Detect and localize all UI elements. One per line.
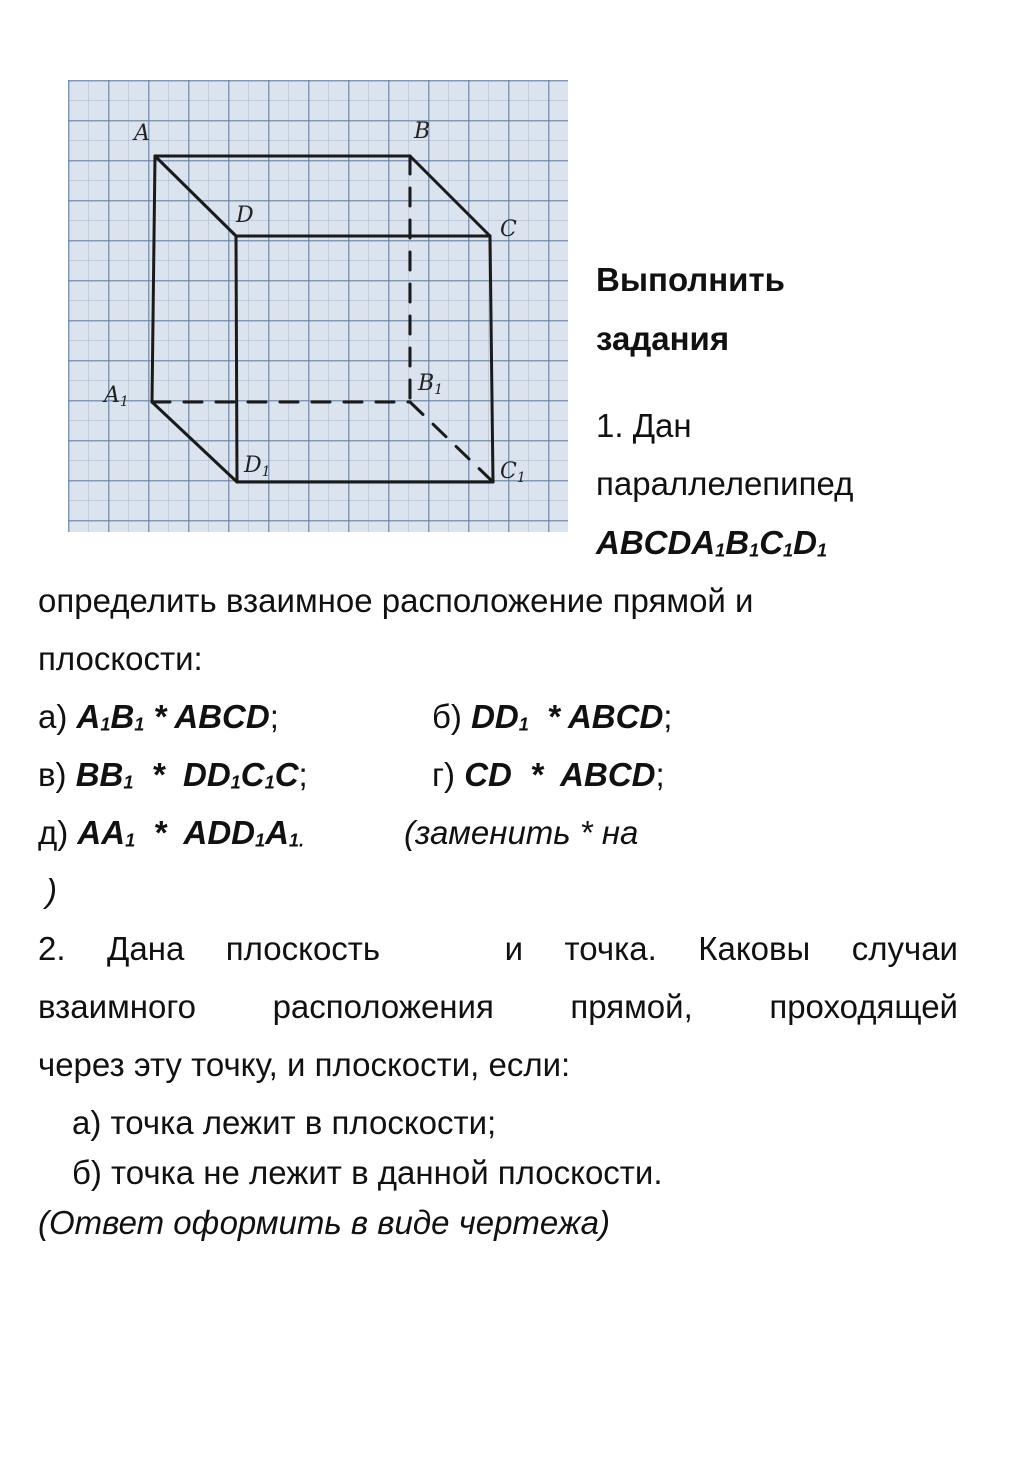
heading-line-2: задания [596, 320, 730, 357]
heading-line-1: Выполнить [596, 261, 785, 298]
task1-line-2: параллелепипед [596, 465, 854, 502]
task1-note-close: ) [46, 872, 57, 909]
task1-line-4: определить взаимное расположение прямой и [38, 582, 754, 619]
edge-aa1 [152, 156, 155, 402]
parallelepiped-svg [68, 80, 568, 532]
label-b: B [414, 119, 431, 144]
task2-note: (Ответ оформить в виде чертежа) [38, 1204, 610, 1241]
task2-line-3: через эту точку, и плоскости, если: [38, 1046, 571, 1083]
task1-line-1: 1. Дан [596, 407, 692, 444]
edge-dd1 [236, 236, 237, 482]
task1-note: (заменить * на [404, 814, 639, 851]
task1-line-5: плоскости: [38, 640, 203, 677]
task1-figure-name: $ABCDA_1B_1C_1D_1$ [596, 524, 828, 561]
label-d: D [236, 203, 254, 228]
task2-item-a: а) точка лежит в плоскости; [72, 1104, 497, 1141]
task2-line-1: 2. Дана плоскость и точка. Каковы случаи [38, 930, 958, 967]
edge-bc [410, 156, 490, 236]
edge-a1d1 [152, 402, 237, 482]
label-a: A [134, 121, 150, 146]
label-a1: A1 [104, 383, 129, 410]
parallelepiped-drawing [68, 80, 568, 532]
task1-item-v: в) $BB_1 * DD_1C_1C$; [38, 756, 308, 793]
edge-cc1 [490, 236, 493, 482]
task2-item-b: б) точка не лежит в данной плоскости. [72, 1154, 663, 1191]
task1-item-b: б) $DD_1$ * ABCD; [432, 698, 673, 735]
edge-ad [155, 156, 236, 236]
label-b1: B1 [418, 371, 444, 398]
edge-b1c1-hidden [410, 402, 493, 482]
label-d1: D1 [244, 453, 271, 480]
task1-item-g: г) CD * ABCD; [432, 756, 665, 793]
label-c: C [500, 217, 517, 242]
task1-item-d: д) $AA_1 * ADD_1A_{1.}$ [38, 814, 305, 851]
task2-line-2: взаимного расположения прямой, проходящей [38, 988, 958, 1025]
label-c1: C1 [500, 459, 526, 486]
task1-item-a: а) $A_1B_1$ * ABCD; [38, 698, 279, 735]
